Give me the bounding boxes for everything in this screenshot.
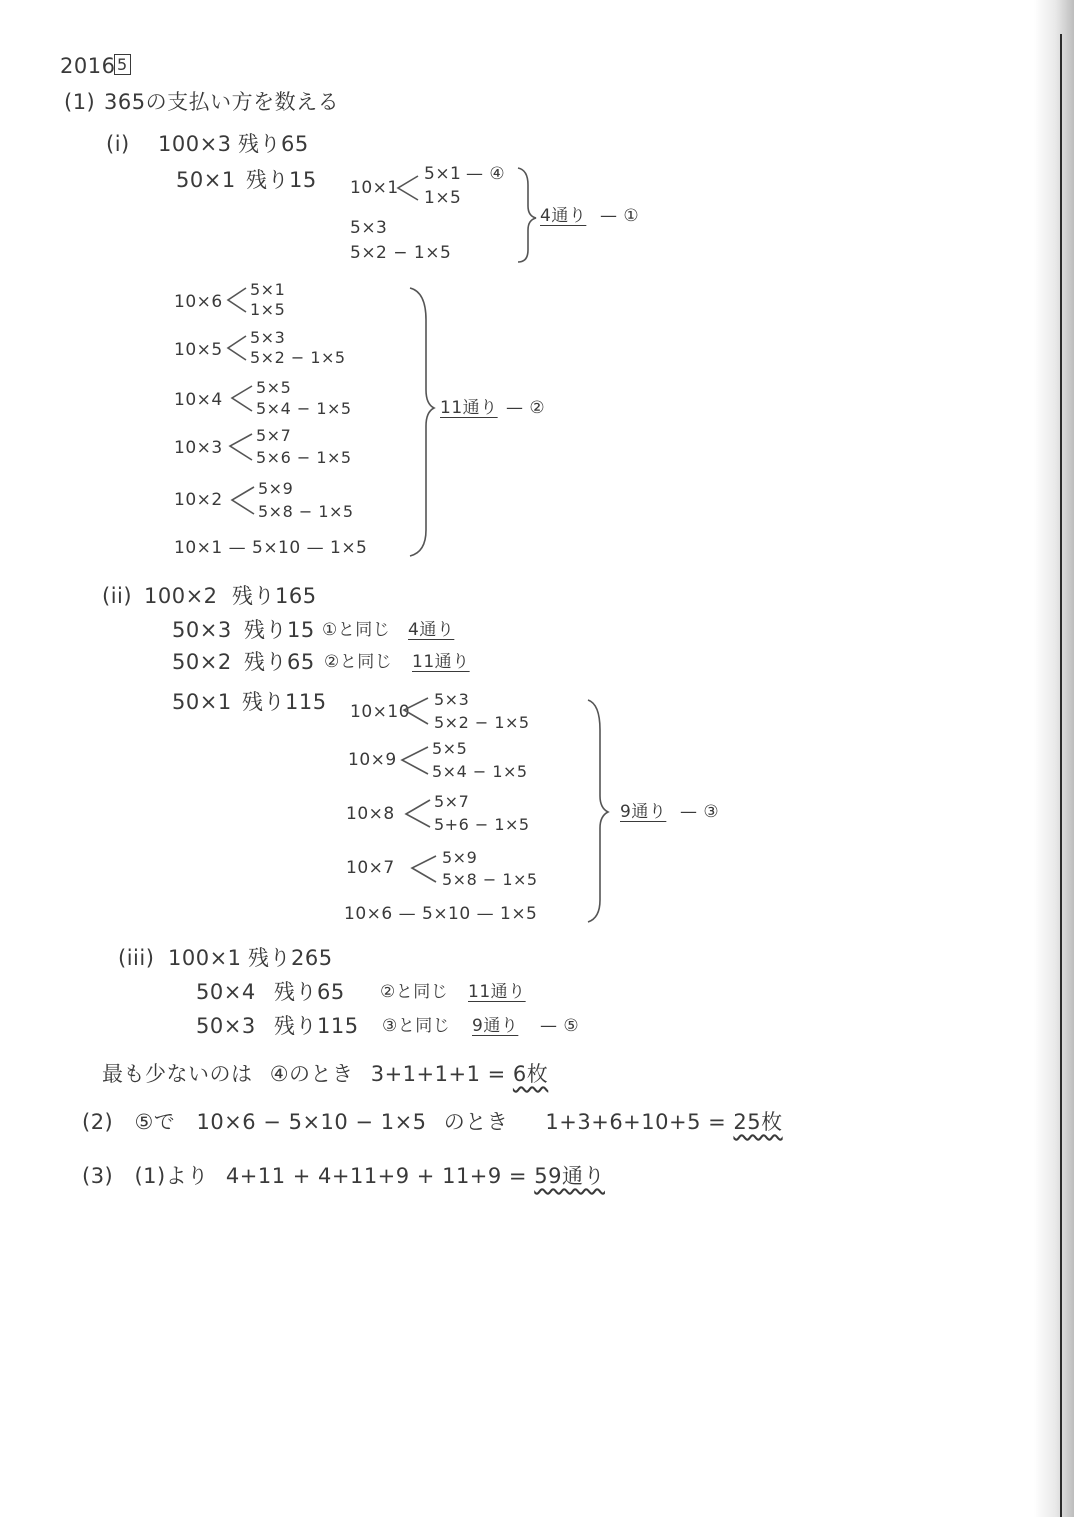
case-iii-r1-rest: 残り65 bbox=[274, 980, 345, 1004]
case-iii-line1: 100×1 bbox=[168, 946, 242, 970]
g2-last-row: 10×1 — 5×10 — 1×5 bbox=[174, 538, 368, 558]
case-i-label: (i) bbox=[106, 132, 130, 156]
case-iii-r2-ref: — ⑤ bbox=[540, 1016, 580, 1036]
q2-combo: 10×6 − 5×10 − 1×5 bbox=[196, 1110, 427, 1134]
g3-branch-1 bbox=[404, 698, 428, 724]
g2-branch-4 bbox=[230, 434, 252, 460]
g1-c: 5×3 bbox=[350, 218, 388, 238]
g1-branch-bracket bbox=[398, 176, 418, 200]
g3-row-2-head: 10×9 bbox=[348, 750, 397, 770]
g1-b: 1×5 bbox=[424, 188, 462, 208]
g3-row-3-b: 5+6 − 1×5 bbox=[434, 815, 530, 834]
case-i-line2: 50×1 bbox=[176, 168, 236, 192]
g3-row-2-b: 5×4 − 1×5 bbox=[432, 762, 528, 781]
g1-a: 5×1 bbox=[424, 164, 462, 184]
g2-row-1-b: 1×5 bbox=[250, 300, 286, 319]
g1-ref-value: ① bbox=[623, 206, 640, 226]
case-i-line1: 100×3 bbox=[158, 132, 232, 156]
case-iii-r1-count: 11通り bbox=[468, 982, 526, 1002]
g2-row-4-b: 5×6 − 1×5 bbox=[256, 448, 352, 467]
g2-right-brace bbox=[410, 288, 434, 556]
g2-row-4-a: 5×7 bbox=[256, 426, 292, 445]
q1-heading: 365の支払い方を数える bbox=[104, 90, 340, 114]
g1-d: 5×2 − 1×5 bbox=[350, 243, 452, 263]
q2-mark: ⑤ bbox=[134, 1110, 154, 1134]
fewest-mark: ④ bbox=[269, 1062, 290, 1086]
q1-label: (1) bbox=[64, 90, 96, 114]
g3-ref-value: ③ bbox=[703, 802, 720, 822]
q2-de: で bbox=[153, 1110, 176, 1134]
g2-row-2-b: 5×2 − 1×5 bbox=[250, 348, 346, 367]
g3-branch-4 bbox=[412, 856, 436, 882]
case-ii-line1: 100×2 bbox=[144, 584, 218, 608]
case-ii-r3-rest: 残り115 bbox=[242, 690, 327, 714]
g3-branch-2 bbox=[402, 747, 428, 774]
g2-branch-1 bbox=[228, 288, 246, 312]
g2-branch-2 bbox=[228, 336, 246, 360]
g2-ref: — ② bbox=[506, 398, 546, 418]
g3-row-1-b: 5×2 − 1×5 bbox=[434, 713, 530, 732]
g1-head: 10×1 bbox=[350, 178, 399, 198]
g2-row-3-a: 5×5 bbox=[256, 378, 292, 397]
g2-row-5-a: 5×9 bbox=[258, 479, 294, 498]
case-ii-r2-count: 11通り bbox=[412, 652, 470, 672]
case-ii-r1: 50×3 bbox=[172, 618, 232, 642]
g1-right-brace bbox=[518, 168, 536, 262]
g2-ref-value: ② bbox=[529, 398, 546, 418]
g2-row-5-head: 10×2 bbox=[174, 490, 223, 510]
g3-row-4-a: 5×9 bbox=[442, 848, 478, 867]
g2-row-5-b: 5×8 − 1×5 bbox=[258, 502, 354, 521]
case-ii-r2-rest: 残り65 bbox=[244, 650, 315, 674]
g3-row-4-head: 10×7 bbox=[346, 858, 395, 878]
g3-branch-3 bbox=[406, 800, 430, 827]
fewest-mid: のとき bbox=[289, 1062, 354, 1086]
g1-mark-value: ④ bbox=[489, 164, 506, 184]
case-iii-r1-same: ②と同じ bbox=[380, 982, 449, 1002]
g1-ref: — ① bbox=[600, 206, 640, 226]
case-i-rest2: 残り15 bbox=[246, 168, 317, 192]
q3-calc: 4+11 + 4+11+9 + 11+9 = bbox=[225, 1164, 528, 1188]
g3-row-2-a: 5×5 bbox=[432, 739, 468, 758]
case-ii-r2: 50×2 bbox=[172, 650, 232, 674]
g3-right-brace bbox=[588, 700, 608, 922]
case-iii-r1: 50×4 bbox=[196, 980, 256, 1004]
case-iii-label: (iii) bbox=[118, 946, 155, 970]
g1-total: 4通り bbox=[540, 206, 587, 226]
g3-row-3-head: 10×8 bbox=[346, 804, 395, 824]
case-iii-r2-rest: 残り115 bbox=[274, 1014, 359, 1038]
g3-last-row: 10×6 — 5×10 — 1×5 bbox=[344, 904, 538, 924]
g3-row-3-a: 5×7 bbox=[434, 792, 470, 811]
case-ii-r1-rest: 残り15 bbox=[244, 618, 315, 642]
case-iii-r2: 50×3 bbox=[196, 1014, 256, 1038]
fewest-calc: 3+1+1+1 = bbox=[370, 1062, 506, 1086]
g2-row-2-head: 10×5 bbox=[174, 340, 223, 360]
g2-row-3-head: 10×4 bbox=[174, 390, 223, 410]
g3-total: 9通り bbox=[620, 802, 667, 822]
q2-toki: のとき bbox=[443, 1110, 509, 1134]
case-i-rest1: 残り65 bbox=[238, 132, 309, 156]
case-iii-rest1: 残り265 bbox=[248, 946, 333, 970]
q2-label: (2) bbox=[82, 1110, 114, 1134]
g2-branch-3 bbox=[232, 386, 252, 411]
g3-row-1-head: 10×10 bbox=[350, 702, 411, 722]
case-ii-r3: 50×1 bbox=[172, 690, 232, 714]
q3-label: (3) bbox=[82, 1164, 114, 1188]
case-ii-label: (ii) bbox=[102, 584, 133, 608]
case-iii-r2-ref-value: ⑤ bbox=[563, 1016, 580, 1036]
header-year: 2016 bbox=[60, 54, 116, 78]
g2-branch-5 bbox=[232, 487, 254, 514]
fewest-answer: 6枚 bbox=[512, 1062, 549, 1086]
g2-row-1-head: 10×6 bbox=[174, 292, 223, 312]
case-ii-r2-same: ②と同じ bbox=[324, 652, 393, 672]
case-iii-r2-same: ③と同じ bbox=[382, 1016, 451, 1036]
case-ii-rest1: 残り165 bbox=[232, 584, 317, 608]
g2-total: 11通り bbox=[440, 398, 498, 418]
case-iii-r2-count: 9通り bbox=[472, 1016, 519, 1036]
q2-calc: 1+3+6+10+5 = bbox=[545, 1110, 727, 1134]
g2-row-4-head: 10×3 bbox=[174, 438, 223, 458]
q2-answer: 25枚 bbox=[733, 1110, 783, 1134]
g2-row-1-a: 5×1 bbox=[250, 280, 286, 299]
fewest-pre: 最も少ないのは bbox=[102, 1062, 253, 1086]
problem-number-box: 5 bbox=[114, 54, 131, 75]
case-ii-r1-count: 4通り bbox=[408, 620, 455, 640]
g3-row-1-a: 5×3 bbox=[434, 690, 470, 709]
case-ii-r1-same: ①と同じ bbox=[322, 620, 391, 640]
g2-row-3-b: 5×4 − 1×5 bbox=[256, 399, 352, 418]
q3-answer: 59通り bbox=[534, 1164, 605, 1188]
g3-ref: — ③ bbox=[680, 802, 720, 822]
g2-row-2-a: 5×3 bbox=[250, 328, 286, 347]
q3-from: (1)より bbox=[134, 1164, 209, 1188]
g3-row-4-b: 5×8 − 1×5 bbox=[442, 870, 538, 889]
g1-mark: — ④ bbox=[466, 164, 506, 184]
